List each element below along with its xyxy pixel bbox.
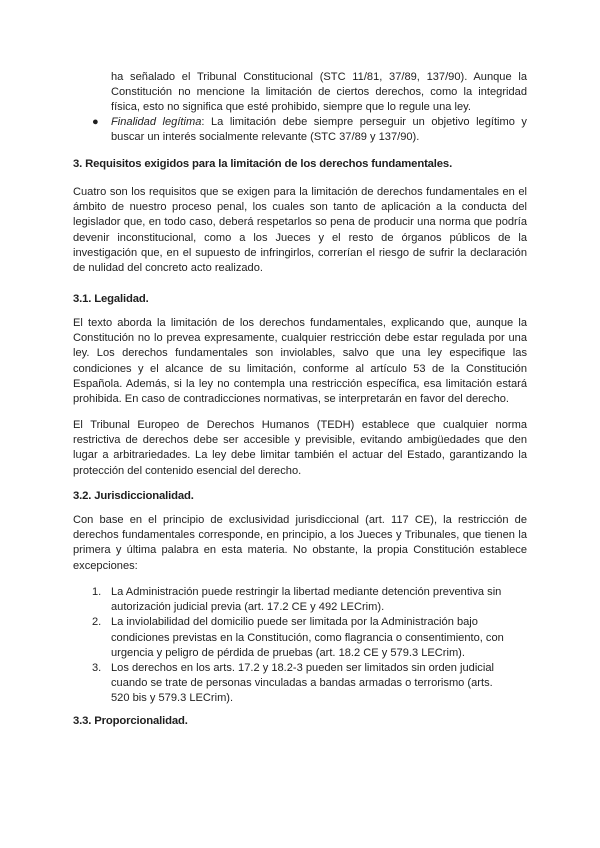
section-3-3-heading: 3.3. Proporcionalidad. bbox=[73, 715, 188, 727]
list-item: 2. La inviolabilidad del domicilio puede ser limitada por la Administración bajo condiciones previstas en la Constitución, como flagrancia o consentimiento, con urgencia y peligro de pérdida de pruebas (art. 18.2 CE y 579.3 LECrim). bbox=[92, 616, 504, 659]
list-item: 3. Los derechos en los arts. 17.2 y 18.2-3 pueden ser limitados sin orden judicial cuando se trate de personas vinculadas a bandas armadas o terrorismo (arts. 520 bis y 579.3 LECrim). bbox=[92, 662, 494, 705]
section-3-1-paragraph-2: El Tribunal Europeo de Derechos Humanos (TEDH) establece que cualquier norma restrictiva de derechos debe ser accesible y previsible, evitando ambigüedades que den lugar a arbitrariedades. La ley debe limitar también el actuar del Estado, garantizando la protección del contenido esencial del derecho. bbox=[73, 419, 527, 477]
section-3-2-heading: 3.2. Jurisdiccionalidad. bbox=[73, 490, 194, 502]
bullet-item-finalidad bbox=[92, 115, 527, 145]
bullet-marker: ● bbox=[92, 116, 99, 128]
bullet-term: Finalidad legítima bbox=[111, 116, 202, 128]
section-3-paragraph: Cuatro son los requisitos que se exigen para la limitación de derechos fundamentales en el ámbito de nuestro proceso penal, los cuales son tanto de aplicación a la conducta del legislador que, en todo caso, deberá respetarlos so pena de producir una norma que podría devenir inconstitucional, como a los Jueces y el resto de órganos públicos de la investigación que, en el supuesto de infringirlos, correrían el riesgo de sufrir la declaración de nulidad del concreto acto realizado. bbox=[73, 186, 527, 275]
exceptions-list bbox=[92, 585, 512, 707]
section-3-heading: 3. Requisitos exigidos para la limitación de los derechos fundamentales. bbox=[73, 158, 453, 170]
continued-paragraph: ha señalado el Tribunal Constitucional (STC 11/81, 37/89, 137/90). Aunque la Constitución no mencione la limitación de ciertos derechos, como la integridad física, esto no significa que esté prohibido, siempre que lo regule una ley. bbox=[111, 71, 527, 114]
section-3-1-heading: 3.1. Legalidad. bbox=[73, 293, 149, 305]
bullet-text: : La limitación debe siempre perseguir un objetivo legítimo y buscar un interés socialmente relevante (STC 37/89 y 137/90). bbox=[111, 116, 527, 144]
section-3-2-paragraph: Con base en el principio de exclusividad jurisdiccional (art. 117 CE), la restricción de derechos fundamentales corresponde, en principio, a los Jueces y Tribunales, que tienen la primera y última palabra en esta materia. No obstante, la propia Constitución establece excepciones: bbox=[73, 514, 527, 572]
section-3-1-paragraph-1: El texto aborda la limitación de los derechos fundamentales, explicando que, aunque la Constitución no lo prevea expresamente, cualquier restricción debe estar regulada por una ley. Los derechos fundamentales son inviolables, salvo que una ley especifique las condiciones y el alcance de su limitación, conforme al artículo 53 de la Constitución Española. Además, si la ley no contempla una restricción específica, esa limitación estará prohibida. En caso de contradicciones normativas, se interpretarán en favor del derecho. bbox=[73, 317, 527, 406]
list-item: 1. La Administración puede restringir la libertad mediante detención preventiva sin autorización judicial previa (art. 17.2 CE y 492 LECrim). bbox=[92, 586, 502, 614]
